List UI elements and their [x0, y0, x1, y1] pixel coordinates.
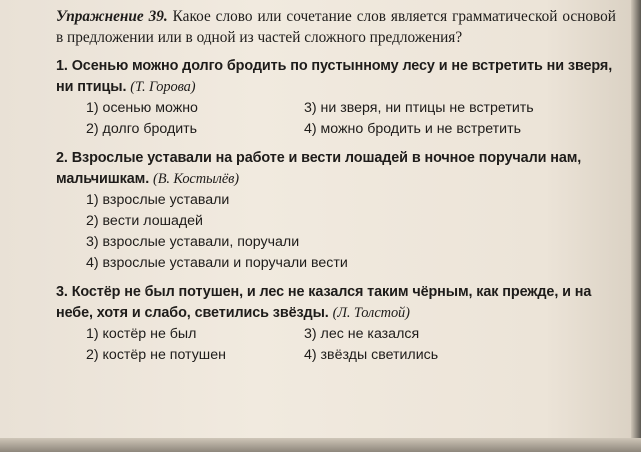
question-3-author: (Л. Толстой)	[332, 305, 410, 321]
question-3-text: Костёр не был потушен, и лес не казался таким чёрным, как прежде, и на небе, хотя и слабо, светились звёзды.	[56, 284, 592, 321]
option-2-3: 3) взрослые уставали, поручали	[86, 234, 300, 250]
exercise-heading	[56, 6, 616, 48]
option-2-1: 1) взрослые уставали	[86, 192, 230, 208]
question-1-number: 1.	[56, 58, 68, 74]
option-3-1: 1) костёр не был	[86, 326, 197, 342]
question-2-options	[86, 190, 616, 274]
option-2-2: 2) вести лошадей	[86, 213, 203, 229]
exercise-content	[56, 6, 616, 366]
question-1-text: Осенью можно долго бродить по пустынному лесу и не встретить ни зверя, ни птицы.	[56, 58, 613, 95]
option-1-2: 2) долго бродить	[86, 121, 198, 137]
option-1-3: 3) ни зверя, ни птицы не встретить	[304, 100, 534, 116]
question-2-author: (В. Костылёв)	[153, 171, 239, 187]
question-3	[56, 282, 616, 324]
exercise-label: Упражнение 39.	[56, 8, 168, 25]
option-1-4: 4) можно бродить и не встретить	[304, 121, 521, 137]
option-3-3: 3) лес не казался	[304, 326, 420, 342]
page-edge-right	[631, 0, 641, 452]
page-edge-bottom	[0, 438, 641, 452]
option-1-1: 1) осенью можно	[86, 100, 198, 116]
question-3-options	[86, 324, 616, 366]
option-3-4: 4) звёзды светились	[304, 347, 439, 363]
question-1-options	[86, 98, 616, 140]
question-2	[56, 148, 616, 190]
question-2-number: 2.	[56, 150, 68, 166]
question-1-author: (Т. Горова)	[130, 79, 196, 95]
option-2-4: 4) взрослые уставали и поручали вести	[86, 255, 348, 271]
question-2-text: Взрослые уставали на работе и вести лошадей в ночное поручали нам, мальчишкам.	[56, 150, 582, 187]
question-1	[56, 56, 616, 98]
exercise-prompt: Какое слово или сочетание слов является грамматической основой в предложении или в одной из частей сложного предложения?	[56, 8, 616, 46]
question-3-number: 3.	[56, 284, 68, 300]
option-3-2: 2) костёр не потушен	[86, 347, 226, 363]
